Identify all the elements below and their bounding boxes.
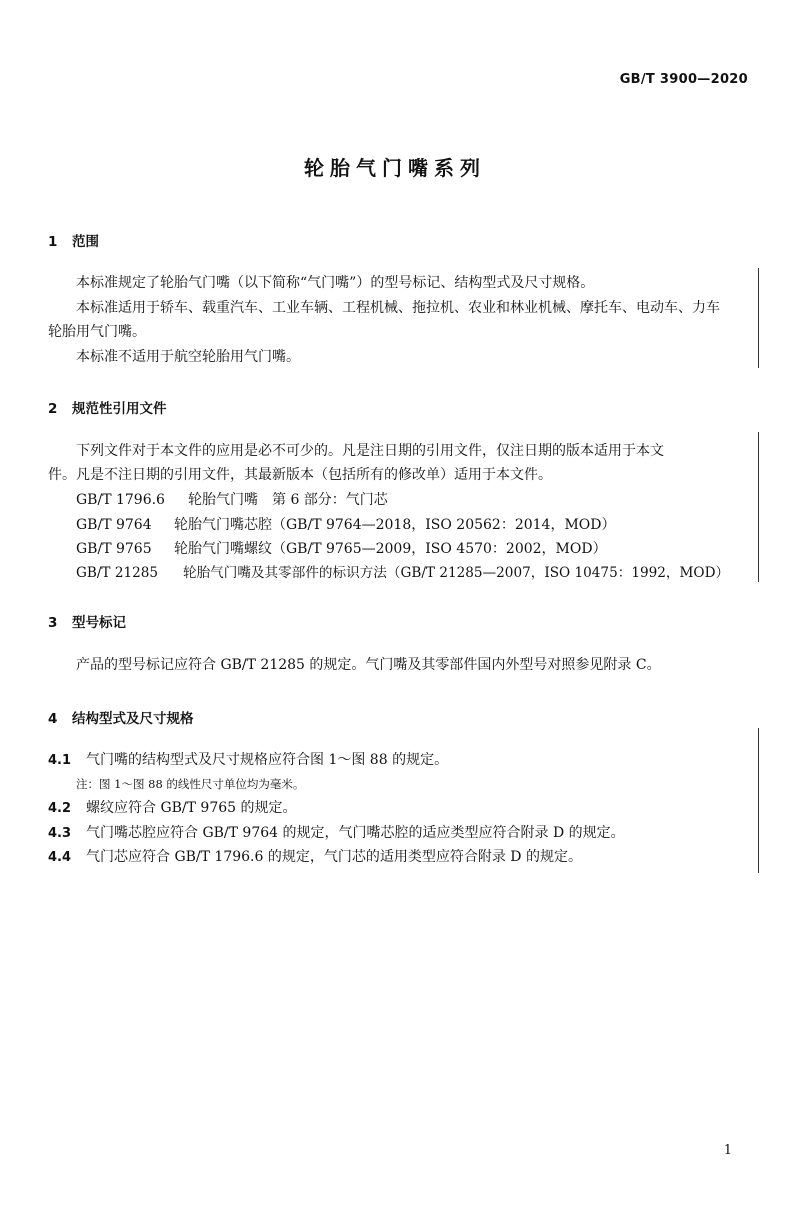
reference-item	[76, 489, 388, 512]
page-number: 1	[723, 1143, 732, 1158]
clause-text: 气门嘴芯腔应符合 GB/T 9764 的规定，气门嘴芯腔的适应类型应符合附录 D 的规定。	[86, 825, 625, 841]
dimension-note: 注：图 1～图 88 的线性尺寸单位均为毫米。	[76, 777, 305, 791]
clause-4-2	[48, 797, 297, 820]
clause-text: 气门芯应符合 GB/T 1796.6 的规定，气门芯的适用类型应符合附录 D 的规定。	[86, 849, 582, 865]
change-bar	[758, 728, 759, 873]
reference-title: 轮胎气门嘴芯腔（GB/T 9764—2018，ISO 20562：2014，MOD）	[174, 517, 616, 533]
clause-4-1	[48, 749, 448, 772]
reference-item	[76, 538, 607, 561]
section-title: 型号标记	[72, 615, 126, 631]
model-marking-paragraph: 产品的型号标记应符合 GB/T 21285 的规定。气门嘴及其零部件国内外型号对照参见附录 C。	[76, 657, 661, 673]
reference-title: 轮胎气门嘴螺纹（GB/T 9765—2009，ISO 4570：2002，MOD）	[174, 541, 607, 557]
reference-item	[76, 514, 616, 537]
reference-item	[76, 562, 729, 585]
section-1-heading	[48, 230, 99, 250]
section-2-heading	[48, 397, 167, 417]
section-title: 规范性引用文件	[72, 401, 167, 417]
clause-text: 螺纹应符合 GB/T 9765 的规定。	[86, 800, 297, 816]
section-number: 3	[48, 615, 58, 631]
scope-paragraph-1: 本标准规定了轮胎气门嘴（以下简称“气门嘴”）的型号标记、结构型式及尺寸规格。	[76, 275, 595, 291]
reference-code: GB/T 21285	[76, 565, 159, 581]
section-number: 2	[48, 401, 58, 417]
section-4-heading	[48, 707, 194, 727]
section-number: 1	[48, 234, 58, 250]
clause-4-3	[48, 822, 625, 845]
page-title: 轮胎气门嘴系列	[304, 156, 486, 180]
clause-number: 4.1	[48, 753, 72, 768]
scope-paragraph-2-line-2: 轮胎用气门嘴。	[48, 324, 146, 340]
section-number: 4	[48, 711, 58, 727]
scope-paragraph-2-line-1: 本标准适用于轿车、载重汽车、工业车辆、工程机械、拖拉机、农业和林业机械、摩托车、电动车、力车	[76, 300, 720, 316]
document-code: GB/T 3900—2020	[619, 72, 748, 87]
scope-paragraph-3: 本标准不适用于航空轮胎用气门嘴。	[76, 349, 300, 365]
change-bar	[758, 268, 759, 368]
reference-title: 轮胎气门嘴 第 6 部分：气门芯	[188, 492, 388, 508]
change-bar	[758, 432, 759, 582]
clause-number: 4.4	[48, 850, 72, 865]
normative-intro-line-2: 件。凡是不注日期的引用文件，其最新版本（包括所有的修改单）适用于本文件。	[48, 467, 552, 483]
clause-number: 4.2	[48, 801, 72, 816]
section-title: 结构型式及尺寸规格	[72, 711, 194, 727]
reference-title: 轮胎气门嘴及其零部件的标识方法（GB/T 21285—2007，ISO 10475：1992，MOD）	[183, 565, 730, 581]
reference-code: GB/T 9765	[76, 541, 152, 557]
clause-4-4	[48, 846, 582, 869]
reference-code: GB/T 1796.6	[76, 492, 165, 508]
section-title: 范围	[72, 234, 99, 250]
normative-intro-line-1: 下列文件对于本文件的应用是必不可少的。凡是注日期的引用文件，仅注日期的版本适用于本文	[76, 443, 664, 459]
reference-code: GB/T 9764	[76, 517, 152, 533]
clause-number: 4.3	[48, 826, 72, 841]
section-3-heading	[48, 611, 126, 631]
clause-text: 气门嘴的结构型式及尺寸规格应符合图 1～图 88 的规定。	[86, 752, 449, 768]
